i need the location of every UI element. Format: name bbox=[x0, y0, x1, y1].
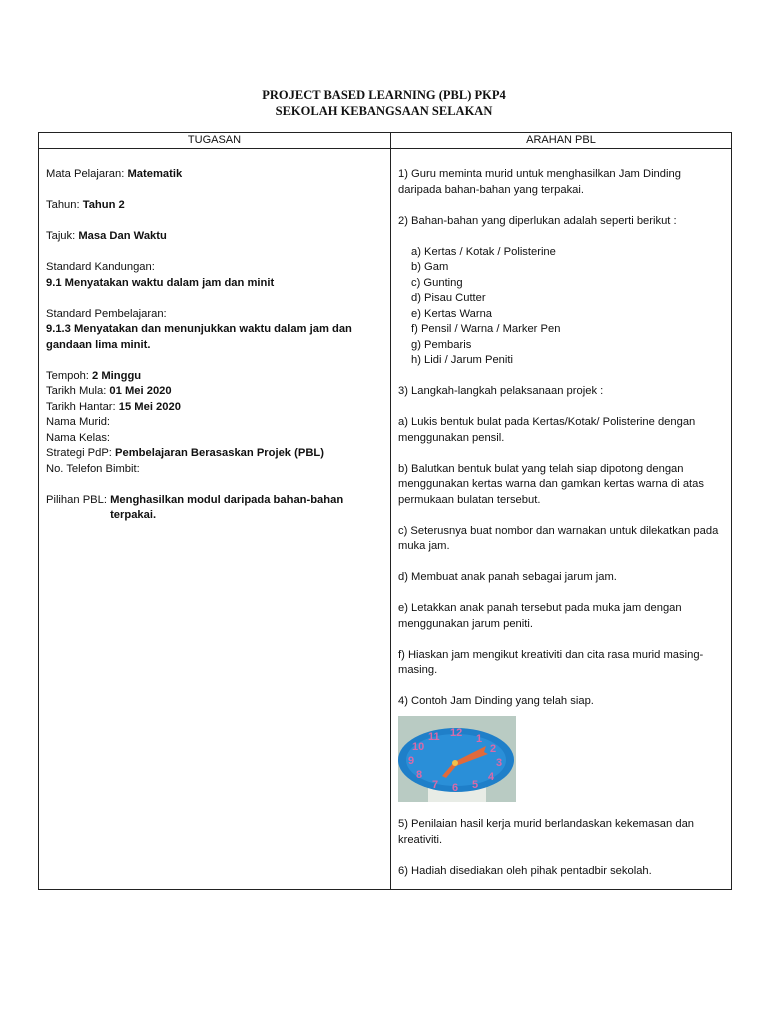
phone-row: No. Telefon Bimbit: bbox=[46, 462, 140, 475]
instruction-3: 3) Langkah-langkah pelaksanaan projek : bbox=[398, 385, 604, 397]
svg-text:8: 8 bbox=[416, 768, 423, 781]
svg-text:2: 2 bbox=[490, 742, 497, 755]
class-name-row: Nama Kelas: bbox=[46, 431, 111, 444]
subject-row: Mata Pelajaran: Matematik bbox=[46, 168, 183, 180]
material-item: g) Pembaris bbox=[411, 338, 472, 351]
step-d: d) Membuat anak panah sebagai jarum jam. bbox=[398, 571, 617, 583]
svg-text:6: 6 bbox=[452, 781, 459, 794]
svg-text:7: 7 bbox=[432, 778, 439, 791]
column-header-tugasan: TUGASAN bbox=[39, 133, 391, 149]
svg-text:9: 9 bbox=[408, 754, 415, 767]
material-item: f) Pensil / Warna / Marker Pen bbox=[411, 323, 561, 335]
start-date-row: Tarikh Mula: 01 Mei 2020 bbox=[46, 385, 172, 397]
instruction-4: 4) Contoh Jam Dinding yang telah siap. bbox=[398, 695, 594, 707]
duration-row: Tempoh: 2 Minggu bbox=[46, 369, 142, 382]
svg-text:4: 4 bbox=[488, 770, 495, 783]
submit-date-row: Tarikh Hantar: 15 Mei 2020 bbox=[46, 400, 181, 413]
instruction-6: 6) Hadiah disediakan oleh pihak pentadbir sekolah. bbox=[398, 864, 652, 877]
material-item: a) Kertas / Kotak / Polisterine bbox=[411, 245, 556, 258]
instruction-1: 1) Guru meminta murid untuk menghasilkan Jam Dinding daripada bahan-bahan yang terpakai. bbox=[398, 168, 681, 196]
content-standard-value: 9.1 Menyatakan waktu dalam jam dan minit bbox=[46, 276, 275, 289]
material-item: h) Lidi / Jarum Peniti bbox=[411, 354, 513, 366]
column-header-arahan: ARAHAN PBL bbox=[391, 133, 732, 149]
clock-image-icon bbox=[398, 716, 516, 802]
wall-clock-photo bbox=[398, 716, 516, 802]
instruction-2: 2) Bahan-bahan yang diperlukan adalah seperti berikut : bbox=[398, 214, 677, 227]
content-standard-label: Standard Kandungan: bbox=[46, 261, 155, 273]
step-c: c) Seterusnya buat nombor dan warnakan untuk dilekatkan pada muka jam. bbox=[398, 524, 719, 552]
svg-text:11: 11 bbox=[428, 730, 440, 743]
material-item: c) Gunting bbox=[411, 276, 463, 289]
document-title: PROJECT BASED LEARNING (PBL) PKP4 bbox=[262, 88, 506, 102]
instructions-cell bbox=[391, 149, 732, 890]
topic-row: Tajuk: Masa Dan Waktu bbox=[46, 230, 167, 242]
strategy-row: Strategi PdP: Pembelajaran Berasaskan Projek (PBL) bbox=[46, 447, 324, 459]
material-item: d) Pisau Cutter bbox=[411, 292, 486, 304]
student-name-row: Nama Murid: bbox=[46, 416, 111, 428]
task-details-cell bbox=[39, 149, 391, 890]
step-e: e) Letakkan anak panah tersebut pada muka jam dengan menggunakan jarum peniti. bbox=[398, 602, 682, 630]
material-item: e) Kertas Warna bbox=[411, 307, 493, 320]
svg-text:10: 10 bbox=[412, 740, 425, 753]
svg-text:3: 3 bbox=[496, 756, 503, 769]
pbl-choice-row: Pilihan PBL: Menghasilkan modul daripada bahan-bahan terpakai. bbox=[46, 493, 344, 521]
school-name: SEKOLAH KEBANGSAAN SELAKAN bbox=[275, 104, 493, 118]
svg-text:1: 1 bbox=[476, 732, 483, 745]
step-a: a) Lukis bentuk bulat pada Kertas/Kotak/ Polisterine dengan menggunakan pensil. bbox=[398, 416, 696, 444]
step-b: b) Balutkan bentuk bulat yang telah siap dipotong dengan menggunakan kertas warna dan gamkan kertas warna di atas permukaan bulatan tersebut. bbox=[398, 462, 704, 506]
materials-list bbox=[398, 245, 723, 369]
pbl-table bbox=[38, 132, 732, 890]
year-row: Tahun: Tahun 2 bbox=[46, 199, 125, 211]
instruction-5: 5) Penilaian hasil kerja murid berlandaskan kekemasan dan kreativiti. bbox=[398, 818, 695, 846]
learning-standard-label: Standard Pembelajaran: bbox=[46, 307, 167, 320]
step-f: f) Hiaskan jam mengikut kreativiti dan cita rasa murid masing-masing. bbox=[398, 648, 704, 676]
learning-standard-value: 9.1.3 Menyatakan dan menunjukkan waktu dalam jam dan gandaan lima minit. bbox=[46, 323, 352, 351]
material-item: b) Gam bbox=[411, 261, 449, 273]
svg-text:12: 12 bbox=[450, 726, 463, 739]
svg-text:5: 5 bbox=[472, 778, 479, 791]
